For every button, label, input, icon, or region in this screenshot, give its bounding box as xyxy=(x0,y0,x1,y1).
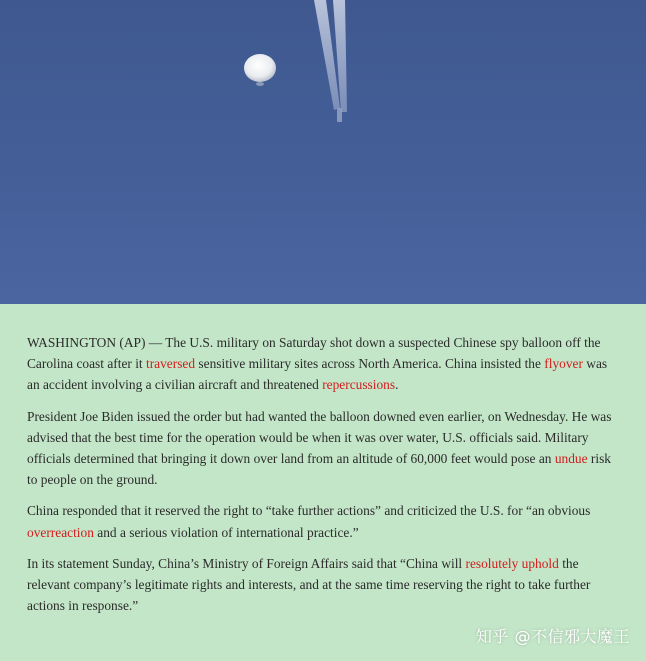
highlighted-word: resolutely uphold xyxy=(465,555,559,571)
balloon-photo-graphic xyxy=(0,0,646,304)
highlighted-word: undue xyxy=(554,451,588,467)
article-paragraph xyxy=(27,500,616,542)
highlighted-word: traversed xyxy=(145,356,196,372)
zhihu-watermark: 知乎 @不信邪大魔王 xyxy=(475,626,630,646)
article-paragraph xyxy=(27,406,616,491)
contrails xyxy=(314,0,347,122)
paragraph-text: China responded that it reserved the right to “take further actions” and criticized the U.S. for “an obvious xyxy=(27,503,591,519)
paragraph-text: WASHINGTON (AP) — The U.S. military on Saturday shot down a suspected Chinese spy balloon off the Carolina coast after it xyxy=(27,335,601,372)
highlighted-word: repercussions xyxy=(322,377,396,393)
article-body xyxy=(0,304,646,661)
paragraph-text: was an accident involving a civilian aircraft and threatened xyxy=(27,356,608,393)
article-paragraph xyxy=(27,553,616,617)
paragraph-text: . xyxy=(395,377,399,393)
highlighted-word: flyover xyxy=(544,356,583,372)
balloon xyxy=(244,54,276,86)
paragraph-text: the relevant company’s legitimate rights and interests, and at the same time reserving the right to take further actions in response.” xyxy=(27,555,591,614)
news-photo xyxy=(0,0,646,304)
paragraph-text: President Joe Biden issued the order but had wanted the balloon downed even earlier, on Wednesday. He was advised that the best time for the operation would be when it was over water, U.S. officials said. Military officials determined that bringing it down over land from an altitude of 60,000 feet would pose an xyxy=(27,408,612,467)
article-paragraph xyxy=(27,332,616,396)
paragraph-text: sensitive military sites across North America. China insisted the xyxy=(195,356,545,372)
paragraph-text: In its statement Sunday, China’s Ministry of Foreign Affairs said that “China will xyxy=(27,555,466,571)
paragraph-text: risk to people on the ground. xyxy=(27,451,611,488)
paragraph-text: and a serious violation of international practice.” xyxy=(93,524,359,540)
highlighted-word: overreaction xyxy=(27,524,94,540)
